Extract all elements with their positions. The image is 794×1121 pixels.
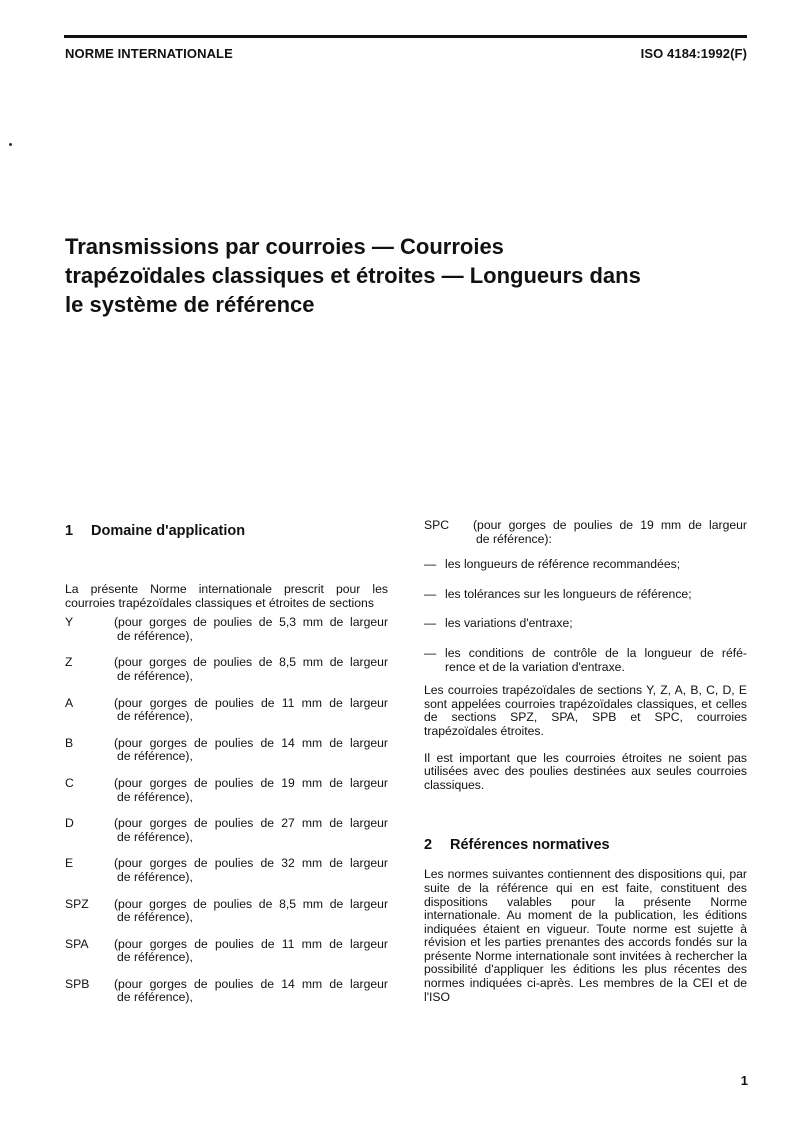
- bullet-line-1: les variations d'entraxe;: [445, 616, 573, 631]
- desc-line-2: de référence),: [117, 829, 193, 844]
- left-column: [65, 522, 388, 1005]
- section-item-b: [65, 737, 388, 764]
- section-1-intro: La présente Norme internationale prescrit pour les courroies trapézoïdales classiques et étroites de sections: [65, 582, 388, 610]
- section-term: SPB: [65, 976, 90, 991]
- bullet-item: [424, 588, 747, 602]
- desc-line-2: de référence),: [117, 709, 193, 724]
- section-item-y: [65, 616, 388, 643]
- header-left: NORME INTERNATIONALE: [65, 46, 233, 61]
- document-title: [65, 232, 745, 319]
- desc-line-1: (pour gorges de poulies de 14 mm de largeur: [114, 735, 388, 750]
- desc-line-2: de référence),: [117, 990, 193, 1005]
- section-desc: [114, 737, 388, 764]
- bullet-line-2: rence et de la variation d'entraxe.: [445, 659, 625, 674]
- right-column: [424, 519, 747, 1004]
- section-desc: [114, 616, 388, 643]
- section-2-paragraph: Les normes suivantes contiennent des dispositions qui, par suite de la référence qui en est faite, constituent des dispositions valables pour la présente Norme internationale. Au moment de la publication, les éditions indiquées étaient en vigueur. Toute norme est sujette à révision et les parties prenantes des accords fondés sur la présente Norme internationale sont invitées à rechercher la possibilité d'appliquer les éditions les plus récentes des normes indiquées ci-après. Les membres de la CEI et de l'ISO: [424, 867, 747, 1004]
- bullet-item: [424, 617, 747, 631]
- section-1-heading: [65, 522, 388, 540]
- section-1-paragraph-warning: Il est important que les courroies étroites ne soient pas utilisées avec des poulies destinées aux seules courroies classiques.: [424, 750, 747, 792]
- desc-line-1: (pour gorges de poulies de 32 mm de largeur: [114, 856, 388, 871]
- desc-line-2: de référence):: [476, 531, 552, 546]
- dash-marker: —: [424, 557, 437, 572]
- section-desc: [473, 519, 747, 546]
- desc-line-2: de référence),: [117, 869, 193, 884]
- desc-line-1: (pour gorges de poulies de 5,3 mm de largeur: [114, 615, 388, 630]
- bullet-item: [424, 647, 747, 674]
- bullet-line-1: les longueurs de référence recommandées;: [445, 557, 681, 572]
- section-term: D: [65, 816, 74, 831]
- desc-line-2: de référence),: [117, 749, 193, 764]
- section-term: Z: [65, 655, 73, 670]
- section-1-number: 1: [65, 523, 74, 539]
- title-line-3: le système de référence: [65, 292, 315, 317]
- section-desc: [114, 938, 388, 965]
- desc-line-1: (pour gorges de poulies de 19 mm de largeur: [114, 775, 388, 790]
- section-desc: [114, 656, 388, 683]
- title-line-1: Transmissions par courroies — Courroies: [65, 234, 504, 259]
- section-term: SPZ: [65, 896, 89, 911]
- section-term: Y: [65, 615, 74, 630]
- header-rule: [64, 35, 747, 38]
- margin-mark: [9, 143, 12, 146]
- section-desc: [114, 777, 388, 804]
- section-item-z: [65, 656, 388, 683]
- section-item-spb: [65, 978, 388, 1005]
- desc-line-1: (pour gorges de poulies de 8,5 mm de largeur: [114, 655, 388, 670]
- section-1-paragraph-classification: Les courroies trapézoïdales de sections Y, Z, A, B, C, D, E sont appelées courroies trapézoïdales classiques, et celles de sections SPZ, SPA, SPB et SPC, courroies trapézoïdales étroites.: [424, 683, 747, 738]
- section-desc: [114, 978, 388, 1005]
- desc-line-1: (pour gorges de poulies de 27 mm de largeur: [114, 816, 388, 831]
- section-item-e: [65, 857, 388, 884]
- desc-line-1: (pour gorges de poulies de 11 mm de largeur: [114, 695, 388, 710]
- dash-marker: —: [424, 645, 437, 660]
- dash-marker: —: [424, 616, 437, 631]
- section-term: SPA: [65, 936, 89, 951]
- header-right: ISO 4184:1992(F): [640, 46, 747, 61]
- section-desc: [114, 697, 388, 724]
- section-item-spa: [65, 938, 388, 965]
- section-2-number: 2: [424, 837, 433, 854]
- bullet-line-1: les conditions de contrôle de la longueur de réfé-: [445, 645, 747, 660]
- section-item-d: [65, 817, 388, 844]
- desc-line-1: (pour gorges de poulies de 11 mm de largeur: [114, 936, 388, 951]
- bullet-desc: [445, 558, 747, 572]
- section-2-title: Références normatives: [450, 837, 610, 854]
- section-item-a: [65, 697, 388, 724]
- section-term: SPC: [424, 518, 450, 532]
- bullet-desc: [445, 588, 747, 602]
- section-item-spz: [65, 898, 388, 925]
- dash-marker: —: [424, 586, 437, 601]
- desc-line-2: de référence),: [117, 628, 193, 643]
- desc-line-1: (pour gorges de poulies de 19 mm de largeur: [473, 518, 747, 532]
- section-1-title: Domaine d'application: [91, 523, 246, 539]
- section-desc: [114, 857, 388, 884]
- title-line-2: trapézoïdales classiques et étroites — Longueurs dans: [65, 263, 641, 288]
- section-2-heading: [424, 836, 747, 854]
- bullet-item: [424, 558, 747, 572]
- bullet-desc: [445, 647, 747, 674]
- desc-line-2: de référence),: [117, 910, 193, 925]
- desc-line-2: de référence),: [117, 950, 193, 965]
- page-number: 1: [740, 1073, 748, 1088]
- bullet-line-1: les tolérances sur les longueurs de référence;: [445, 586, 692, 601]
- section-term: B: [65, 735, 74, 750]
- section-desc: [114, 898, 388, 925]
- section-item-spc: [424, 519, 747, 546]
- desc-line-2: de référence),: [117, 668, 193, 683]
- desc-line-1: (pour gorges de poulies de 8,5 mm de largeur: [114, 896, 388, 911]
- desc-line-2: de référence),: [117, 789, 193, 804]
- desc-line-1: (pour gorges de poulies de 14 mm de largeur: [114, 976, 388, 991]
- section-desc: [114, 817, 388, 844]
- section-term: C: [65, 775, 74, 790]
- section-item-c: [65, 777, 388, 804]
- section-term: E: [65, 856, 74, 871]
- section-term: A: [65, 695, 74, 710]
- bullet-desc: [445, 617, 747, 631]
